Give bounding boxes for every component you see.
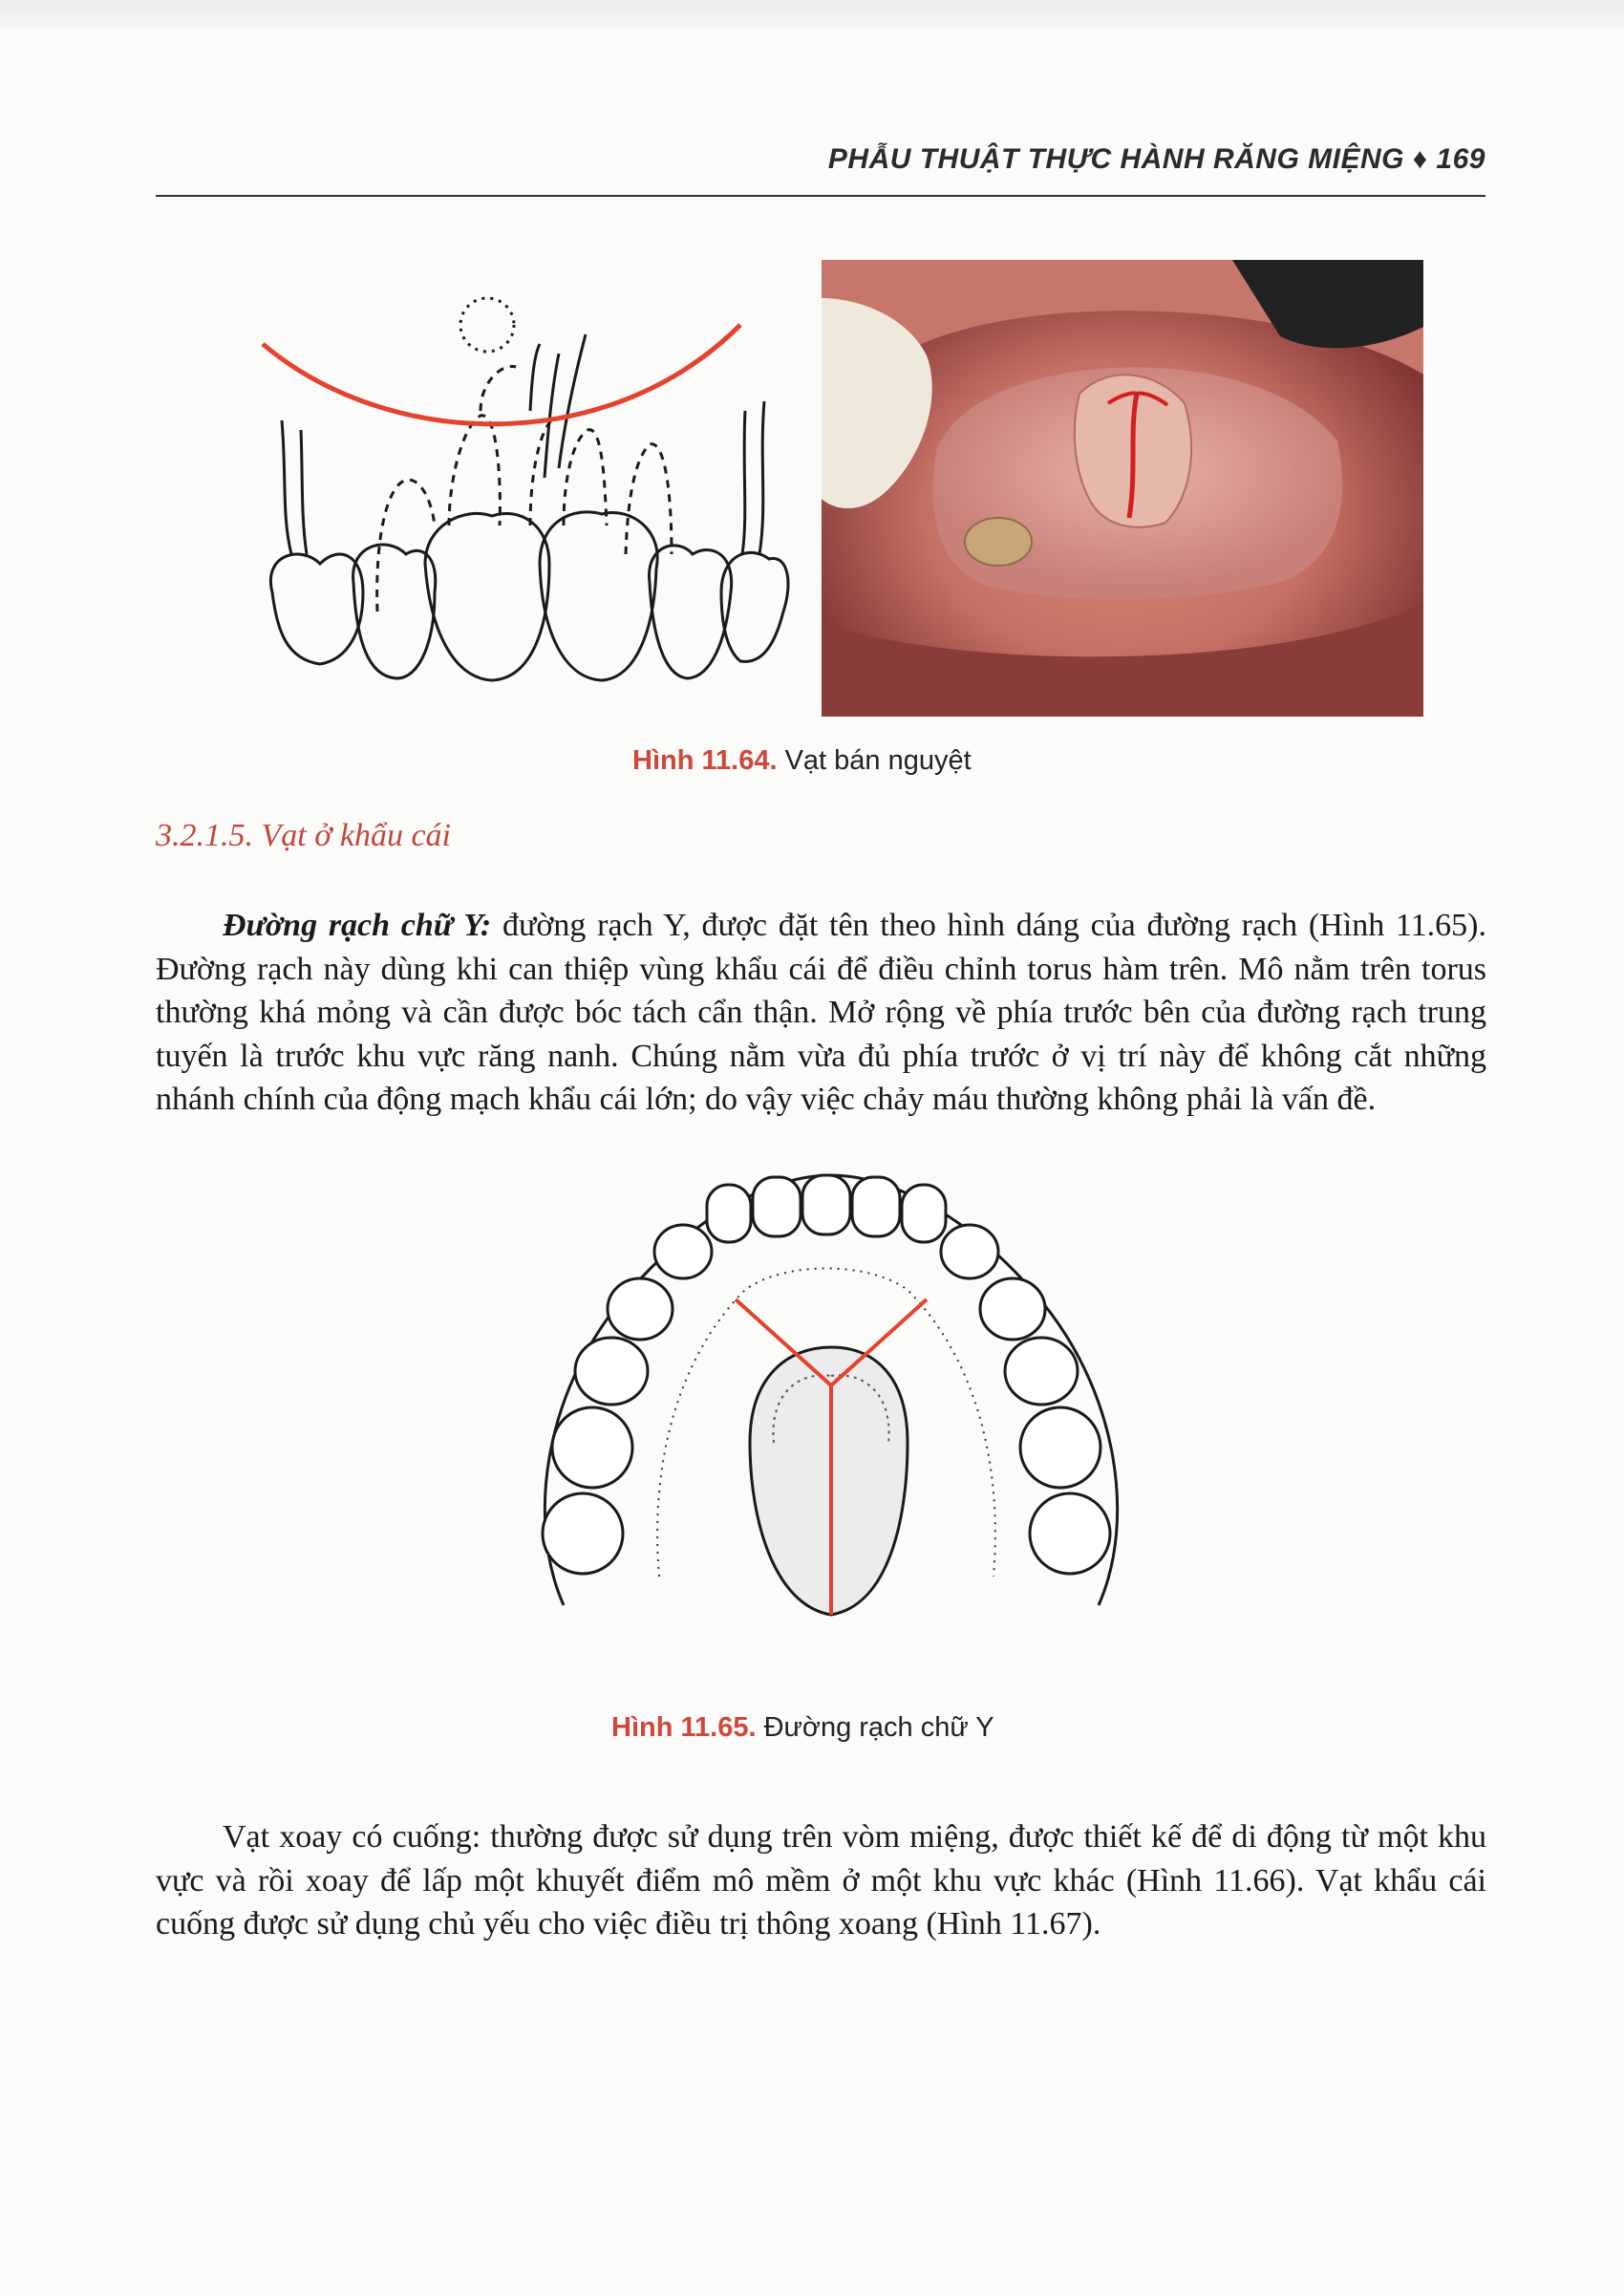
figure-64-caption-text: Vạt bán nguyệt	[784, 745, 972, 776]
term-y-incision: Đường rạch chữ Y:	[223, 908, 492, 943]
section-heading: 3.2.1.5. Vạt ở khẩu cái	[156, 818, 451, 853]
figure-65-label: Hình 11.65.	[611, 1712, 757, 1743]
figure-65-caption	[611, 1712, 994, 1744]
running-header: PHẪU THUẬT THỰC HÀNH RĂNG MIỆNG ♦ 169	[827, 143, 1485, 175]
figure-64-caption	[632, 745, 972, 777]
intraoral-photo	[822, 260, 1423, 717]
semilunar-flap-drawing	[244, 268, 807, 697]
figure-65-caption-text: Đường rạch chữ Y	[763, 1712, 994, 1743]
paragraph-pedicle-flap: Vạt xoay có cuống: thường được sử dụng trên vòm miệng, được thiết kế để di động từ một khu vực và rồi xoay để lấp một khuyết điểm mô mềm ở một khu vực khác (Hình 11.66). Vạt khẩu cái cuống được sử dụng chủ yếu cho việc điều trị thông xoang (Hình 11.67).	[156, 1819, 1486, 1942]
paragraph-1-text: đường rạch Y, được đặt tên theo hình dáng của đường rạch (Hình 11.65). Đường rạch này dùng khi can thiệp vùng khẩu cái để điều chỉnh torus hàm trên. Mô nằm trên torus thường khá mỏng và cần được bóc tách cẩn thận. Mở rộng về phía trước bên của đường rạch trung tuyến là trước khu vực răng nanh. Chúng nằm vừa đủ phía trước ở vị trí này để không cắt những nhánh chính của động mạch khẩu cái lớn; do vậy việc chảy máu thường không phải là vấn đề.	[156, 908, 1486, 1117]
incision-line	[263, 325, 740, 424]
header-rule	[156, 195, 1485, 197]
scan-edge	[0, 0, 1624, 29]
figure-64-label: Hình 11.64.	[632, 745, 778, 776]
palate-y-incision-drawing	[525, 1156, 1137, 1691]
paragraph-y-incision	[156, 904, 1486, 1122]
